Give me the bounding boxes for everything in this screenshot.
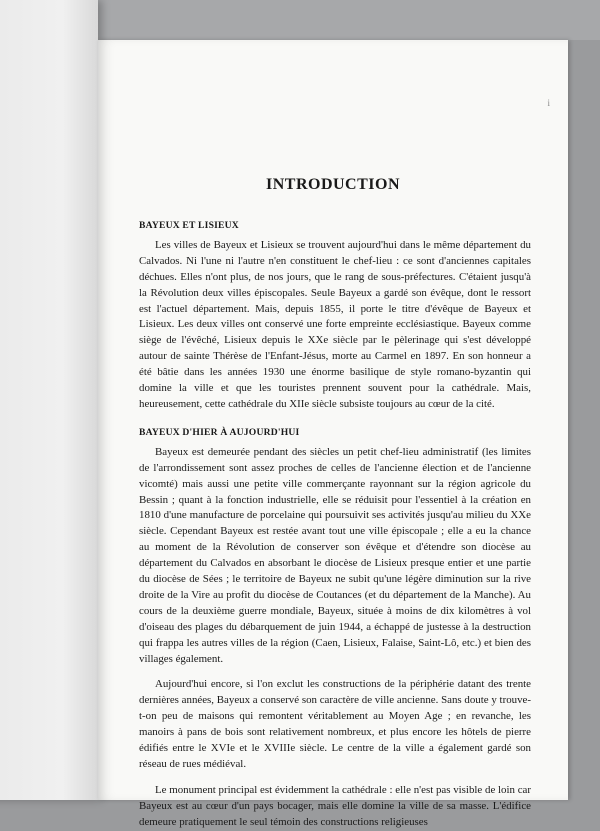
page-title: INTRODUCTION (265, 176, 400, 193)
section1-paragraph: Les villes de Bayeux et Lisieux se trouvent aujourd'hui dans le même département du Calvados. Ni l'une ni l'autre n'en constituent le chef-lieu : ce sont d'anciennes capitales déchues. Elles n'ont plus, de nos jours, que le rang de sous-préfectures. C'étaient jusqu'à la Révolution deux villes épiscopales. Seule Bayeux a gardé son évêque, dont le ressort est l'actuel département. Mais, depuis 1855, il porte le titre d'évêque de Bayeux et Lisieux. Les deux villes ont conservé une forte empreinte ecclésiastique. Bayeux comme siège de l'évêché, Lisieux depuis le XXe siècle par le pèlerinage qui s'est développé autour de sainte Thérèse de l'Enfant-Jésus, morte au Carmel en 1897. En son honneur a été bâtie dans les années 1930 une énorme basilique de style romano-byzantin qui domine la ville et que les touristes prennent souvent pour la cathédrale. Mais, heureusement, cette cathédrale du XIIe siècle subsiste toujours au cœur de la cité. (139, 238, 531, 410)
section2-paragraph-3: Le monument principal est évidemment la cathédrale : elle n'est pas visible de loin car Bayeux est au cœur d'un pays bocager, mais elle domine la ville de sa masse. L'édifice demeure pratiquement le seul témoin des constructions religieuses (139, 783, 531, 828)
document-page (98, 40, 568, 828)
section-heading-bayeux-lisieux: BAYEUX ET LISIEUX (139, 220, 239, 231)
section-heading-bayeux-hier: BAYEUX D'HIER À AUJOURD'HUI (139, 426, 300, 438)
page-content (139, 218, 531, 831)
facing-page (0, 0, 98, 800)
section2-paragraph-2: Aujourd'hui encore, si l'on exclut les constructions de la périphérie datant des trente dernières années, Bayeux a conservé son caractère de ville ancienne. Sans doute y trouve-t-on peu de maisons qui remontent véritablement au Moyen Age ; en revanche, les manoirs à pans de bois sont relativement nombreux, et plus encore les hôtels de pierre édifiés entre le XVIe et le XVIIIe siècle. Le centre de la ville a également gardé son réseau de rues médiéval. (139, 678, 531, 770)
section2-paragraph-1: Bayeux est demeurée pendant des siècles un petit chef-lieu administratif (les limites de l'arrondissement sont assez proches de celles de l'ancienne élection et de l'ancienne vicomté) mais aussi une petite ville commerçante rayonnant sur la région agricole du Bessin ; quant à la fonction industrielle, elle se réduisit pour l'essentiel à la création en 1810 d'une manufacture de porcelaine qui poursuivit ses activités jusqu'au milieu du XXe siècle. Cependant Bayeux est restée avant tout une ville épiscopale ; elle a eu la chance au moment de la Révolution de conserver son évêque et d'étendre son diocèse au département du Calvados en absorbant le diocèse de Lisieux presque entier et une partie du diocèse de Sées ; le territoire de Bayeux ne subit qu'une légère diminution sur la rive droite de la Vire au profit du diocèse de Coutances (et du département de la Manche). Au cours de la deuxième guerre mondiale, Bayeux, située à moins de dix kilomètres à vol d'oiseau des plages du débarquement de juin 1944, a échappé de justesse à la destruction qui frappa les autres villes de la région (Caen, Lisieux, Falaise, Saint-Lô, etc.) et bien des villages également. (139, 445, 531, 665)
page-number: i (547, 98, 550, 108)
